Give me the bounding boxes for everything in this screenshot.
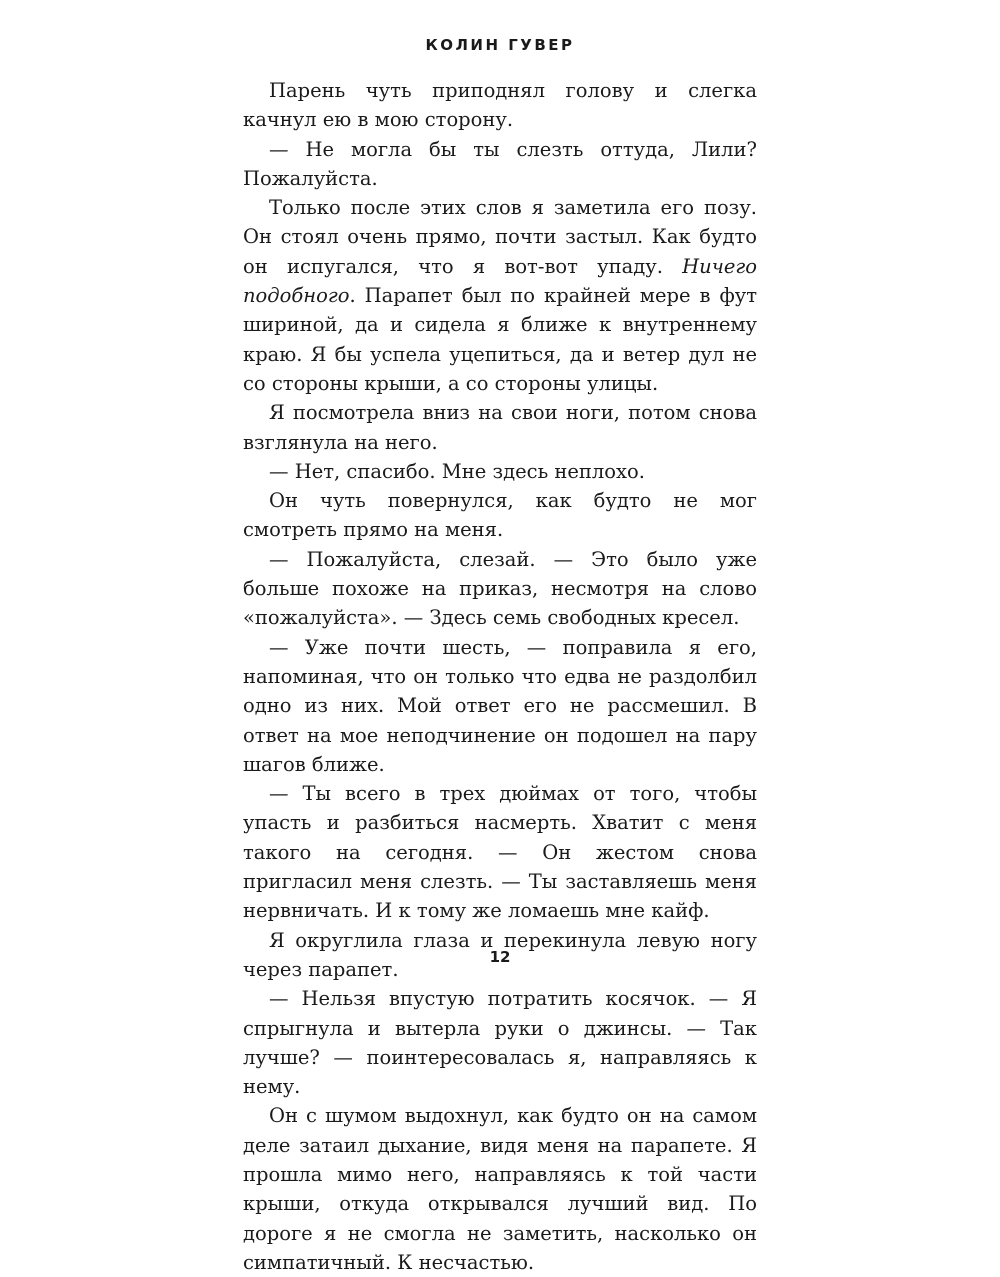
paragraph: Он чуть повернулся, как будто не мог смотреть прямо на меня. <box>243 489 757 542</box>
paragraph: — Нельзя впустую потратить косячок. — Я спрыгнула и вытерла руки о джинсы. — Так лучше? — поинтересовалась я, направляясь к нему. <box>243 987 757 1099</box>
paragraph: Парень чуть приподнял голову и слегка качнул ею в мою сторону. <box>243 79 757 132</box>
paragraph: — Нет, спасибо. Мне здесь неплохо. <box>269 459 645 483</box>
paragraph: — Пожалуйста, слезай. — Это было уже больше похоже на приказ, несмотря на слово «пожалуйста». — Здесь семь свободных кресел. <box>243 547 757 630</box>
paragraph: — Не могла бы ты слезть оттуда, Лили? Пожалуйста. <box>243 137 757 190</box>
paragraph-with-emphasis <box>243 193 757 398</box>
italic-emphasis: Ничего подобного <box>243 254 757 308</box>
page-number: 12 <box>489 948 511 966</box>
running-head: КОЛИН ГУВЕР <box>425 36 575 54</box>
paragraph: — Ты всего в трех дюймах от того, чтобы упасть и разбиться насмерть. Хватит с меня такого на сегодня. — Он жестом снова пригласил меня слезть. — Ты заставляешь меня нервничать. И к тому же ломаешь мне кайф. <box>243 782 757 923</box>
paragraph: — Уже почти шесть, — поправила я его, напоминая, что он только что едва не раздолбил одно из них. Мой ответ его не рассмешил. В ответ на мое неподчинение он подошел на пару шагов ближе. <box>243 635 757 776</box>
paragraph: Он с шумом выдохнул, как будто он на самом деле затаил дыхание, видя меня на парапете. Я прошла мимо него, направляясь к той части крыши, откуда открывался лучший вид. По дороге я не смогла не заметить, насколько он симпатичный. К несчастью. <box>243 1104 757 1274</box>
text-run: Только после этих слов я заметила его позу. Он стоял очень прямо, почти застыл. Как будто он испугался, что я вот-вот упаду. <box>243 196 757 278</box>
text-run: . Парапет был по крайней мере в фут шириной, да и сидела я ближе к внутреннему краю. Я бы успела уцепиться, да и ветер дул не со стороны крыши, а со стороны улицы. <box>243 284 757 395</box>
paragraph: Я округлила глаза и перекинула левую ногу через парапет. <box>243 928 757 981</box>
paragraph: Я посмотрела вниз на свои ноги, потом снова взглянула на него. <box>243 401 757 454</box>
body-text <box>243 76 757 1277</box>
